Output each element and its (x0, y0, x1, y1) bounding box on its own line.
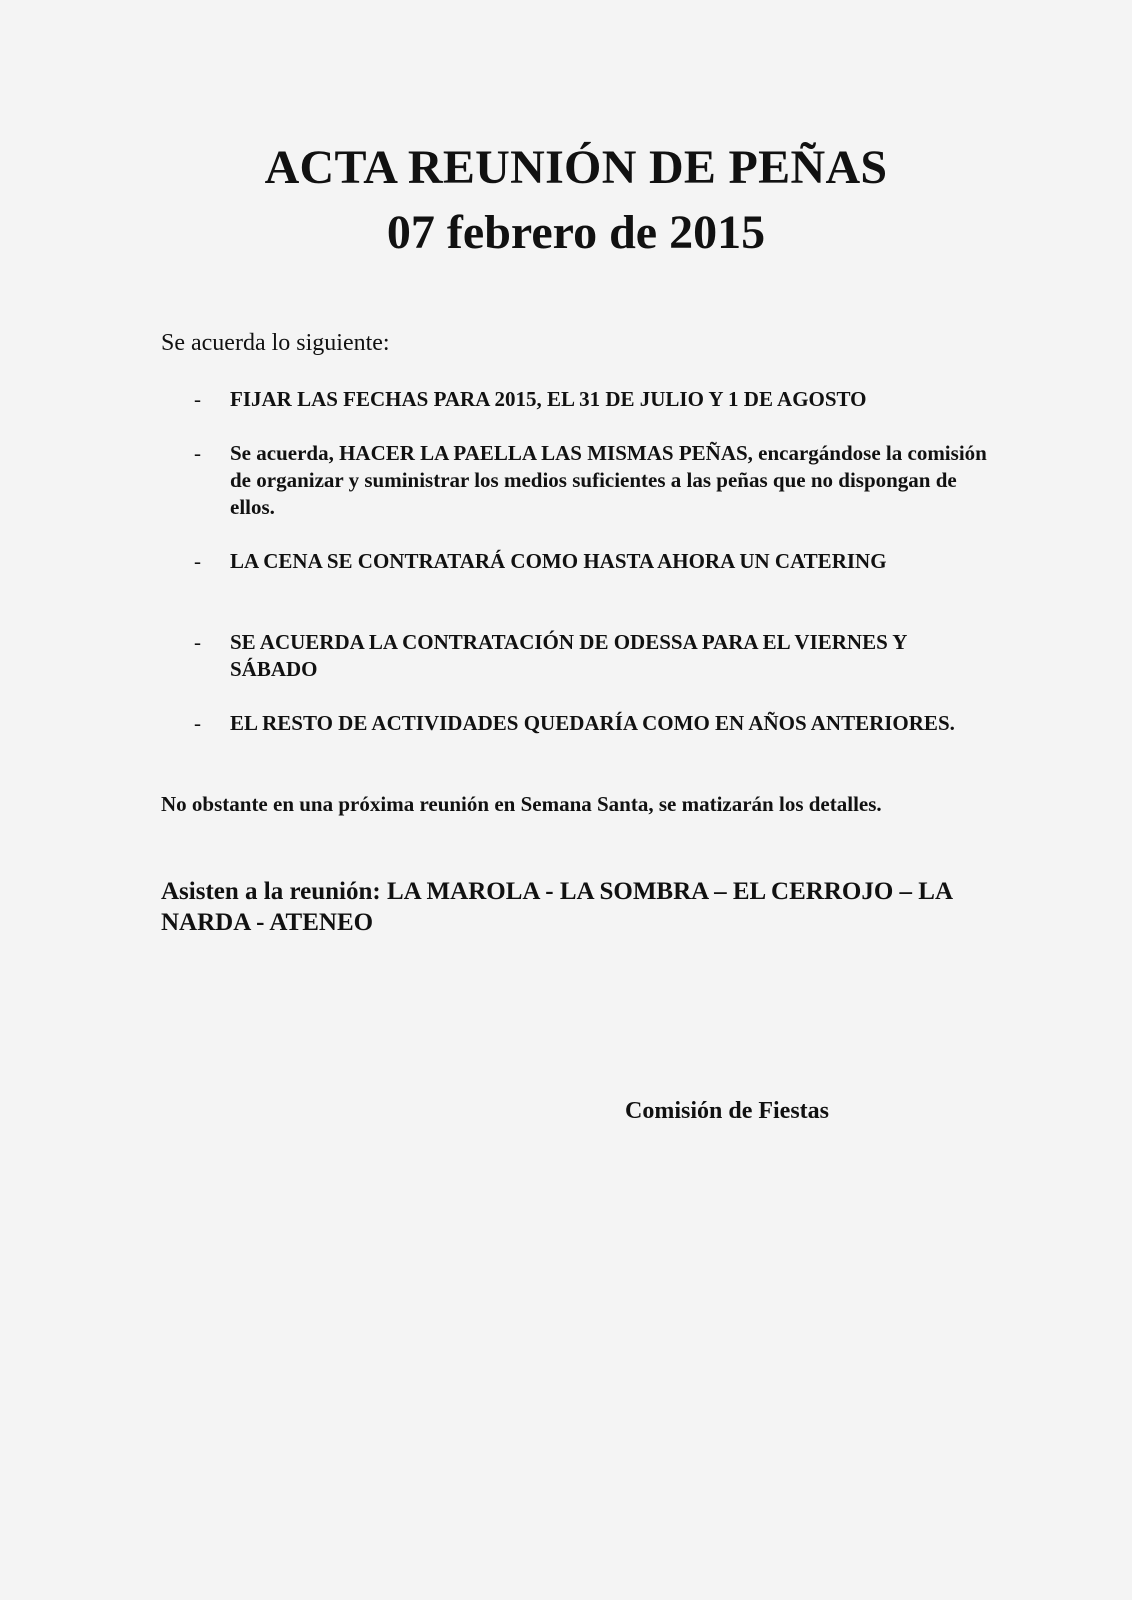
signature: Comisión de Fiestas (625, 1098, 829, 1124)
attendees-list: Asisten a la reunión: LA MAROLA - LA SOMBRA – EL CERROJO – LA NARDA - ATENEO (161, 878, 952, 936)
list-item (194, 710, 994, 737)
list-bullet: - (194, 549, 201, 573)
document-title: ACTA REUNIÓN DE PEÑAS (264, 141, 888, 194)
list-item (194, 440, 994, 521)
list-item-text: EL RESTO DE ACTIVIDADES QUEDARÍA COMO EN AÑOS ANTERIORES. (230, 711, 955, 735)
list-item (194, 629, 994, 683)
document-date: 07 febrero de 2015 (386, 206, 766, 259)
list-item-text: LA CENA SE CONTRATARÁ COMO HASTA AHORA UN CATERING (230, 549, 887, 573)
intro-text: Se acuerda lo siguiente: (161, 330, 390, 356)
list-bullet: - (194, 711, 201, 735)
list-item (194, 548, 994, 575)
list-bullet: - (194, 387, 201, 411)
list-bullet: - (194, 441, 201, 465)
list-item-text: FIJAR LAS FECHAS PARA 2015, EL 31 DE JULIO Y 1 DE AGOSTO (230, 387, 867, 411)
list-item (194, 386, 994, 413)
list-item-text: SE ACUERDA LA CONTRATACIÓN DE ODESSA PARA EL VIERNES Y SÁBADO (230, 630, 907, 681)
list-bullet: - (194, 630, 201, 654)
closing-note: No obstante en una próxima reunión en Semana Santa, se matizarán los detalles. (161, 792, 882, 816)
list-item-text: Se acuerda, HACER LA PAELLA LAS MISMAS PEÑAS, encargándose la comisión de organizar y suministrar los medios suficientes a las peñas que no dispongan de ellos. (230, 441, 987, 519)
